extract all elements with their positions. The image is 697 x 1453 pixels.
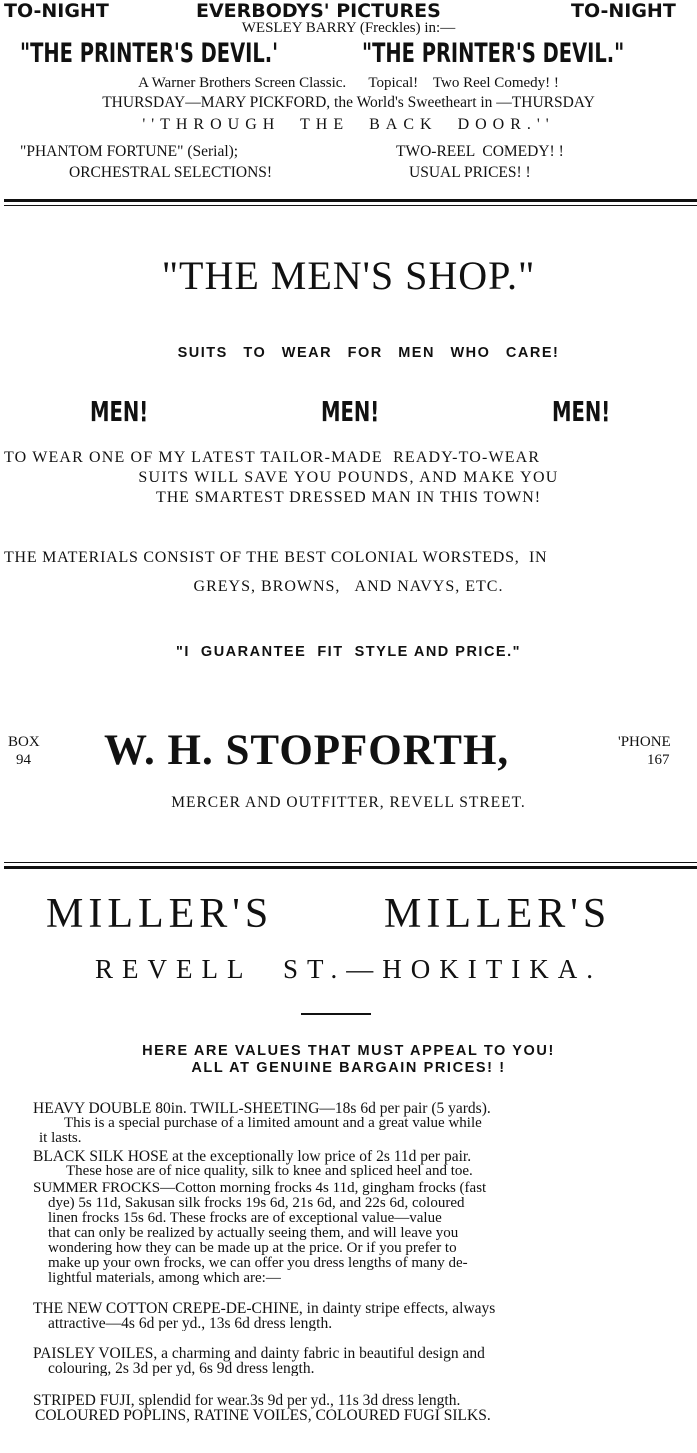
item-line: BLACK SILK HOSE at the exceptionally low price of 2s 11d per pair. — [33, 1149, 472, 1165]
item-line: THE NEW COTTON CREPE-DE-CHINE, in dainty stripe effects, always — [33, 1301, 496, 1317]
two-reel-comedy: TWO-REEL COMEDY! ! — [396, 143, 564, 160]
item-line: COLOURED POPLINS, RATINE VOILES, COLOURED FUGI SILKS. — [35, 1407, 491, 1423]
item-line: make up your own frocks, we can offer you dress lengths of many de- — [48, 1255, 468, 1271]
materials-line-2: GREYS, BROWNS, AND NAVYS, ETC. — [193, 578, 504, 595]
bargain-headline: ALL AT GENUINE BARGAIN PRICES! ! — [191, 1060, 506, 1076]
men-heading-3: MEN! — [552, 395, 611, 428]
proprietor-name: W. H. STOPFORTH, — [104, 727, 510, 774]
item-paisley-voiles — [33, 1346, 697, 1376]
star-line: WESLEY BARRY (Freckles) in:— — [241, 20, 456, 36]
thursday-line: THURSDAY—MARY PICKFORD, the World's Sweetheart in —THURSDAY — [102, 94, 595, 111]
phone-label: 'PHONE — [618, 734, 671, 750]
box-number: 94 — [16, 752, 31, 768]
pitch-line-2: SUITS WILL SAVE YOU POUNDS, AND MAKE YOU — [138, 469, 559, 486]
item-line: dye) 5s 11d, Sakusan silk frocks 19s 6d, 21s 6d, and 22s 6d, coloured — [48, 1195, 465, 1211]
item-line: STRIPED FUJI, splendid for wear.3s 9d per yd., 11s 3d dress length. — [33, 1393, 461, 1409]
values-headline: HERE ARE VALUES THAT MUST APPEAL TO YOU! — [142, 1043, 555, 1059]
item-line: These hose are of nice quality, silk to knee and spliced heel and toe. — [66, 1163, 473, 1179]
divider-rule-thick-bottom — [4, 866, 697, 869]
millers-title-left: MILLER'S — [46, 891, 274, 937]
phone-number: 167 — [647, 752, 670, 768]
orchestral-selections: ORCHESTRAL SELECTIONS! — [69, 164, 273, 181]
item-line: This is a special purchase of a limited amount and a great value while — [64, 1115, 482, 1131]
tonight-right: TO-NIGHT — [571, 0, 676, 22]
millers-address: REVELL ST.—HOKITIKA. — [95, 954, 602, 984]
divider-rule-thick — [4, 199, 697, 202]
box-label: BOX — [8, 734, 40, 750]
mens-shop-title: "THE MEN'S SHOP." — [161, 253, 536, 298]
phantom-fortune: "PHANTOM FORTUNE" (Serial); — [20, 143, 239, 160]
mens-shop-tagline: SUITS TO WEAR FOR MEN WHO CARE! — [177, 345, 560, 361]
item-line: colouring, 2s 3d per yd, 6s 9d dress length. — [48, 1360, 315, 1376]
item-line: HEAVY DOUBLE 80in. TWILL-SHEETING—18s 6d per pair (5 yards). — [33, 1101, 491, 1117]
guarantee-line: "I GUARANTEE FIT STYLE AND PRICE." — [175, 644, 522, 660]
divider-rule-thin-top — [4, 862, 697, 863]
item-line: it lasts. — [39, 1130, 82, 1146]
venue-name: EVERBODYS' PICTURES — [196, 0, 441, 22]
item-striped-fuji — [33, 1393, 697, 1423]
item-line: that can only be realized by actually seeing them, and will leave you — [48, 1225, 459, 1241]
item-line: SUMMER FROCKS—Cotton morning frocks 4s 11d, gingham frocks (fast — [33, 1181, 487, 1196]
through-line: ''THROUGH THE BACK DOOR.'' — [142, 116, 555, 133]
tonight-left: TO-NIGHT — [4, 0, 109, 22]
item-line: wondering how they can be made up at the price. Or if you prefer to — [48, 1240, 457, 1256]
item-line: linen frocks 15s 6d. These frocks are of exceptional value—value — [48, 1210, 442, 1226]
usual-prices: USUAL PRICES! ! — [409, 164, 531, 181]
item-summer-frocks — [33, 1181, 697, 1286]
feature-subline: A Warner Brothers Screen Classic. Topical! Two Reel Comedy! ! — [138, 75, 559, 91]
divider-rule-thin — [4, 205, 697, 206]
item-line: lightful materials, among which are:— — [48, 1270, 281, 1286]
pitch-line-1: TO WEAR ONE OF MY LATEST TAILOR-MADE READY-TO-WEAR — [4, 449, 541, 466]
short-rule — [301, 1013, 371, 1015]
trade-line: MERCER AND OUTFITTER, REVELL STREET. — [171, 794, 526, 811]
item-line: attractive—4s 6d per yd., 13s 6d dress length. — [48, 1315, 333, 1331]
pitch-line-3: THE SMARTEST DRESSED MAN IN THIS TOWN! — [156, 489, 541, 506]
men-heading-1: MEN! — [90, 395, 149, 428]
materials-line-1: THE MATERIALS CONSIST OF THE BEST COLONIAL WORSTEDS, IN — [4, 549, 548, 566]
item-silk-hose — [33, 1149, 697, 1179]
feature-title-right: "THE PRINTER'S DEVIL." — [362, 38, 625, 69]
item-sheeting — [33, 1101, 697, 1146]
feature-title-left: "THE PRINTER'S DEVIL.' — [20, 38, 279, 69]
item-crepe-de-chine — [33, 1301, 697, 1331]
millers-title-right: MILLER'S — [384, 891, 612, 937]
item-line: PAISLEY VOILES, a charming and dainty fabric in beautiful design and — [33, 1346, 485, 1362]
men-heading-2: MEN! — [321, 395, 380, 428]
